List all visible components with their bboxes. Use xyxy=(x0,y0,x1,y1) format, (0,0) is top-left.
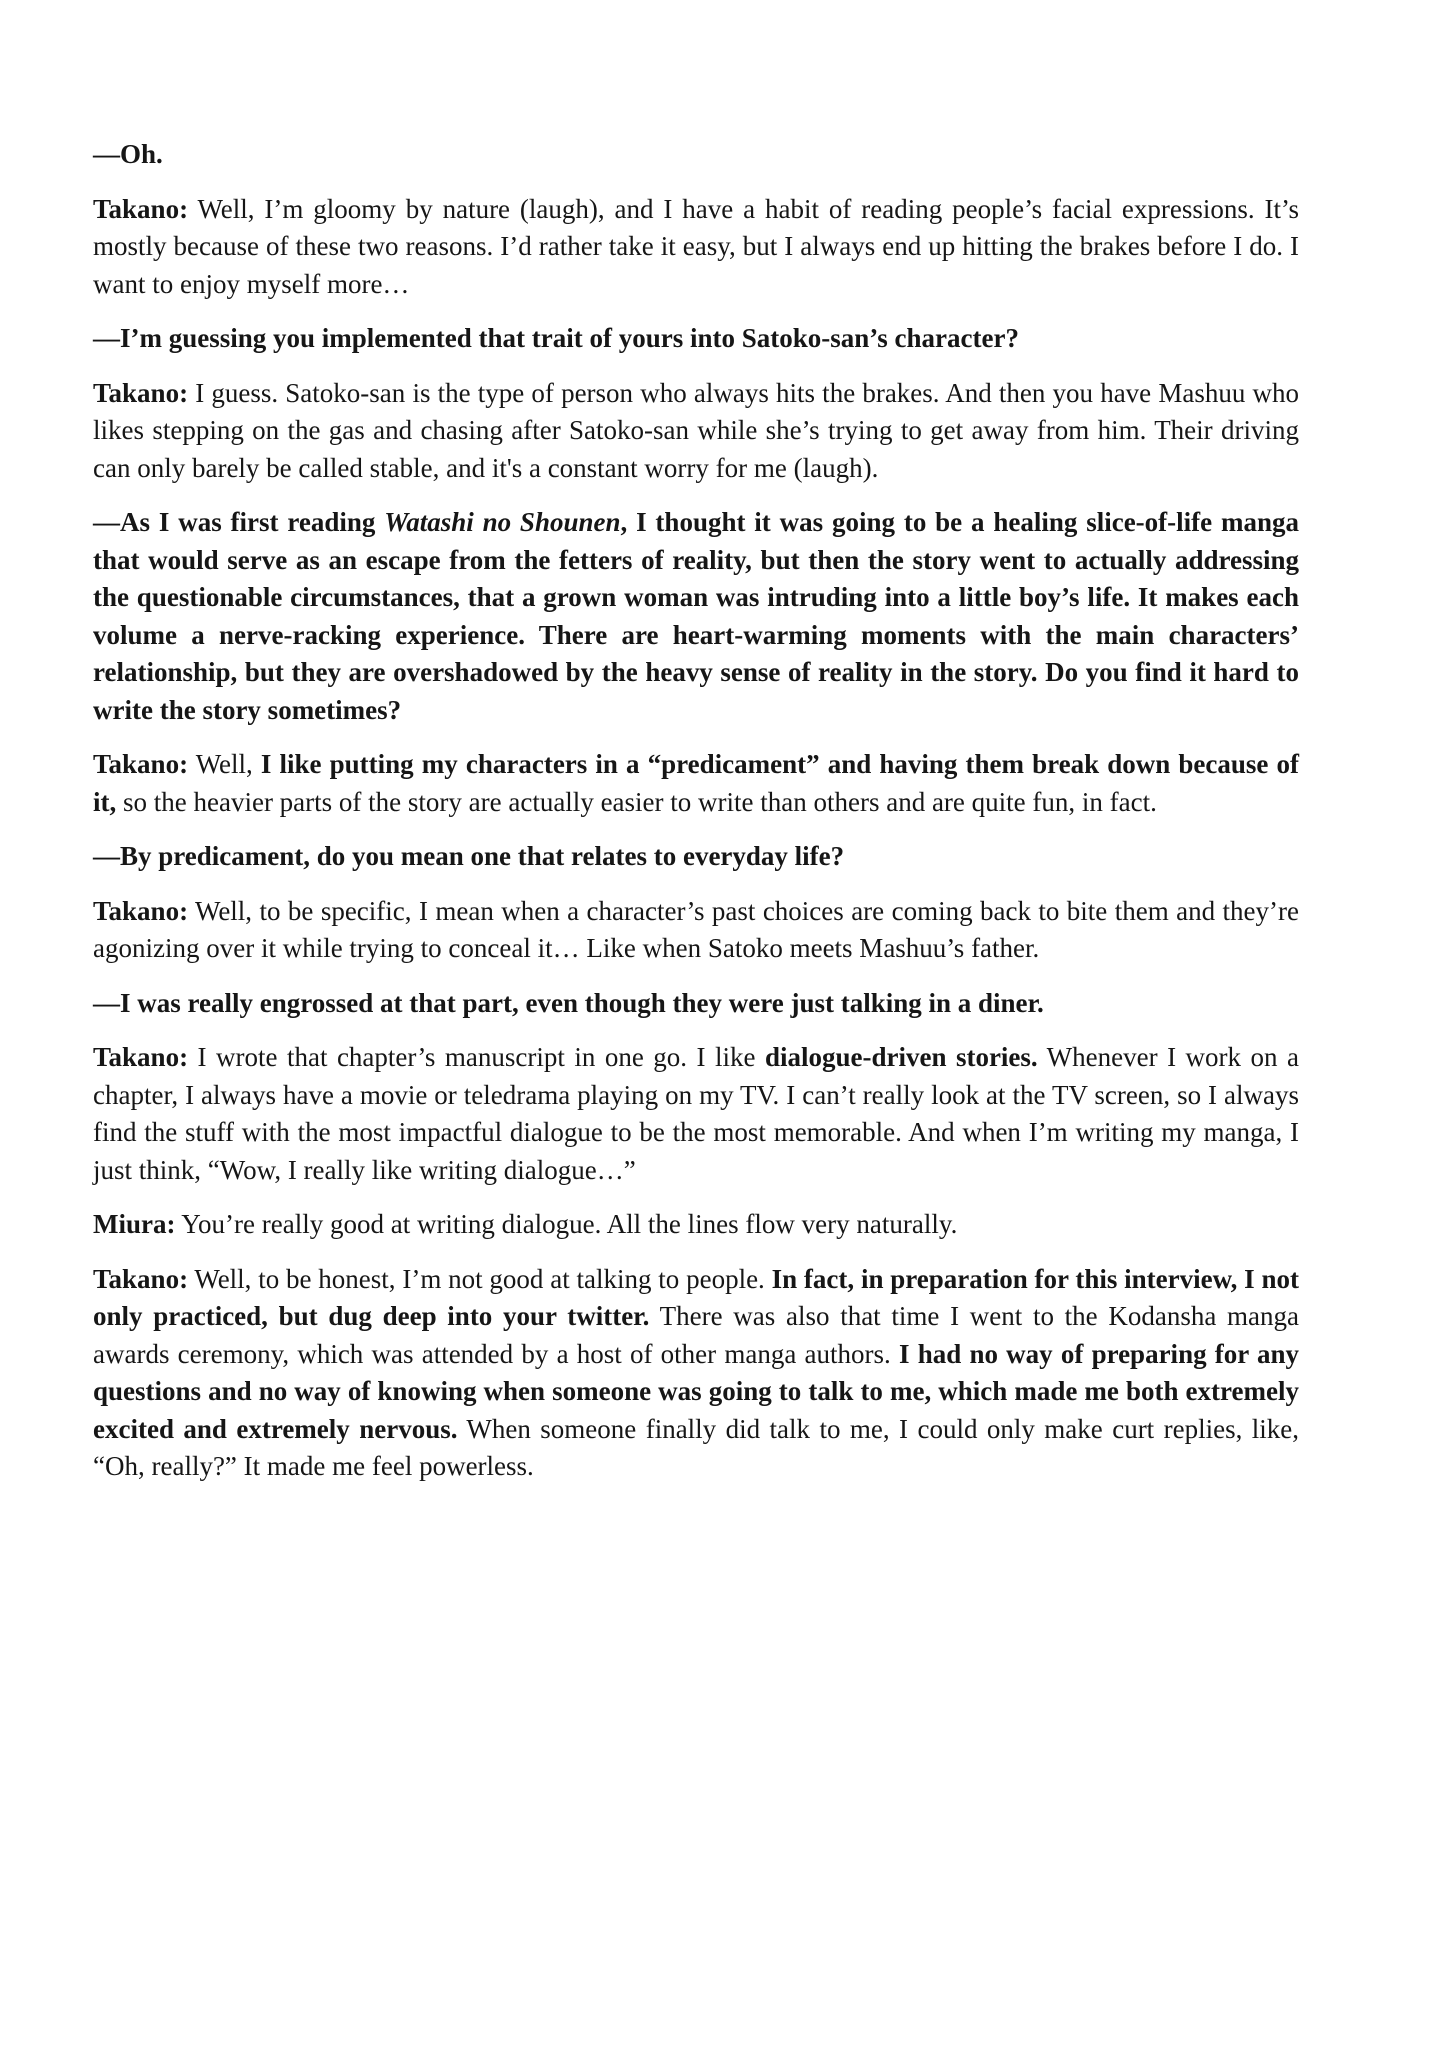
speaker-label: Takano: xyxy=(93,1263,189,1294)
speaker-label: Takano: xyxy=(93,193,189,224)
speaker-label: Takano: xyxy=(93,895,189,926)
question-paragraph xyxy=(93,838,1299,876)
interview-content xyxy=(93,136,1299,1486)
answer-paragraph xyxy=(93,191,1299,304)
answer-text: When someone finally did talk to me, I could only make curt replies, like, “Oh, really?” It made me feel powerless. xyxy=(93,1413,1299,1481)
answer-text: Whenever I work on a chapter, I always have a movie or teledrama playing on my TV. I can’t really look at the TV screen, so I always find the stuff with the most impactful dialogue to be the most memorable. And when I’m writing my manga, I just think, “Wow, I really like writing dialogue…” xyxy=(93,1042,1299,1185)
answer-text: Well, to be specific, I mean when a character’s past choices are coming back to bite them and they’re agonizing over it while trying to conceal it… Like when Satoko meets Mashuu’s father. xyxy=(93,895,1299,963)
answer-text: There was also that time I went to the Kodansha manga awards ceremony, which was attended by a host of other manga authors. xyxy=(93,1301,1299,1369)
question-paragraph xyxy=(93,985,1299,1023)
answer-paragraph xyxy=(93,375,1299,488)
interviewer-question: —By predicament, do you mean one that relates to everyday life? xyxy=(93,841,845,871)
manga-title: Watashi no Shounen xyxy=(384,507,621,537)
answer-paragraph xyxy=(93,1039,1299,1189)
answer-text: so the heavier parts of the story are actually easier to write than others and are quite fun, in fact. xyxy=(116,786,1157,817)
answer-emphasis: In fact, in preparation for this interview, I not only practiced, but dug deep into your twitter. xyxy=(93,1263,1299,1331)
answer-text: Well, I’m gloomy by nature (laugh), and I have a habit of reading people’s facial expressions. It’s mostly because of these two reasons. I’d rather take it easy, but I always end up hitting the brakes before I do. I want to enjoy myself more… xyxy=(93,193,1299,299)
interviewer-question: —As I was first reading xyxy=(93,507,385,537)
speaker-label: Takano: xyxy=(93,377,189,408)
answer-text: I guess. Satoko-san is the type of person who always hits the brakes. And then you have Mashuu who likes stepping on the gas and chasing after Satoko-san while she’s trying to get away from him. Their driving can only barely be called stable, and it's a constant worry for me (laugh). xyxy=(93,377,1299,483)
answer-emphasis: I had no way of preparing for any questions and no way of knowing when someone was going to talk to me, which made me both extremely excited and extremely nervous. xyxy=(93,1338,1299,1444)
answer-paragraph xyxy=(93,1261,1299,1486)
interviewer-remark: —Oh. xyxy=(93,139,163,169)
answer-paragraph xyxy=(93,746,1299,821)
speaker-label: Miura: xyxy=(93,1209,176,1239)
answer-text: You’re really good at writing dialogue. All the lines flow very naturally. xyxy=(175,1209,958,1239)
question-paragraph xyxy=(93,504,1299,729)
speaker-label: Takano: xyxy=(93,1042,189,1072)
answer-paragraph xyxy=(93,1206,1299,1244)
answer-emphasis: dialogue-driven stories. xyxy=(764,1042,1038,1072)
answer-paragraph xyxy=(93,893,1299,968)
interviewer-question: , I thought it was going to be a healing slice-of-life manga that would serve as an escape from the fetters of reality, but then the story went to actually addressing the questionable circumstances, that a grown woman was intruding into a little boy’s life. It makes each volume a nerve-racking experience. There are heart-warming moments with the main characters’ relationship, but they are overshadowed by the heavy sense of reality in the story. Do you find it hard to write the story sometimes? xyxy=(93,507,1299,725)
answer-emphasis: I like putting my characters in a “predicament” and having them break down because of it, xyxy=(93,749,1299,817)
question-paragraph xyxy=(93,136,1299,174)
interviewer-question: —I’m guessing you implemented that trait of yours into Satoko-san’s character? xyxy=(93,323,1019,353)
interviewer-question: —I was really engrossed at that part, even though they were just talking in a diner. xyxy=(93,987,1044,1018)
question-paragraph xyxy=(93,320,1299,358)
speaker-label: Takano: xyxy=(93,749,189,779)
answer-text: Well, xyxy=(188,749,261,779)
answer-text: I wrote that chapter’s manuscript in one go. I like xyxy=(188,1042,765,1072)
answer-text: Well, to be honest, I’m not good at talking to people. xyxy=(188,1263,772,1294)
